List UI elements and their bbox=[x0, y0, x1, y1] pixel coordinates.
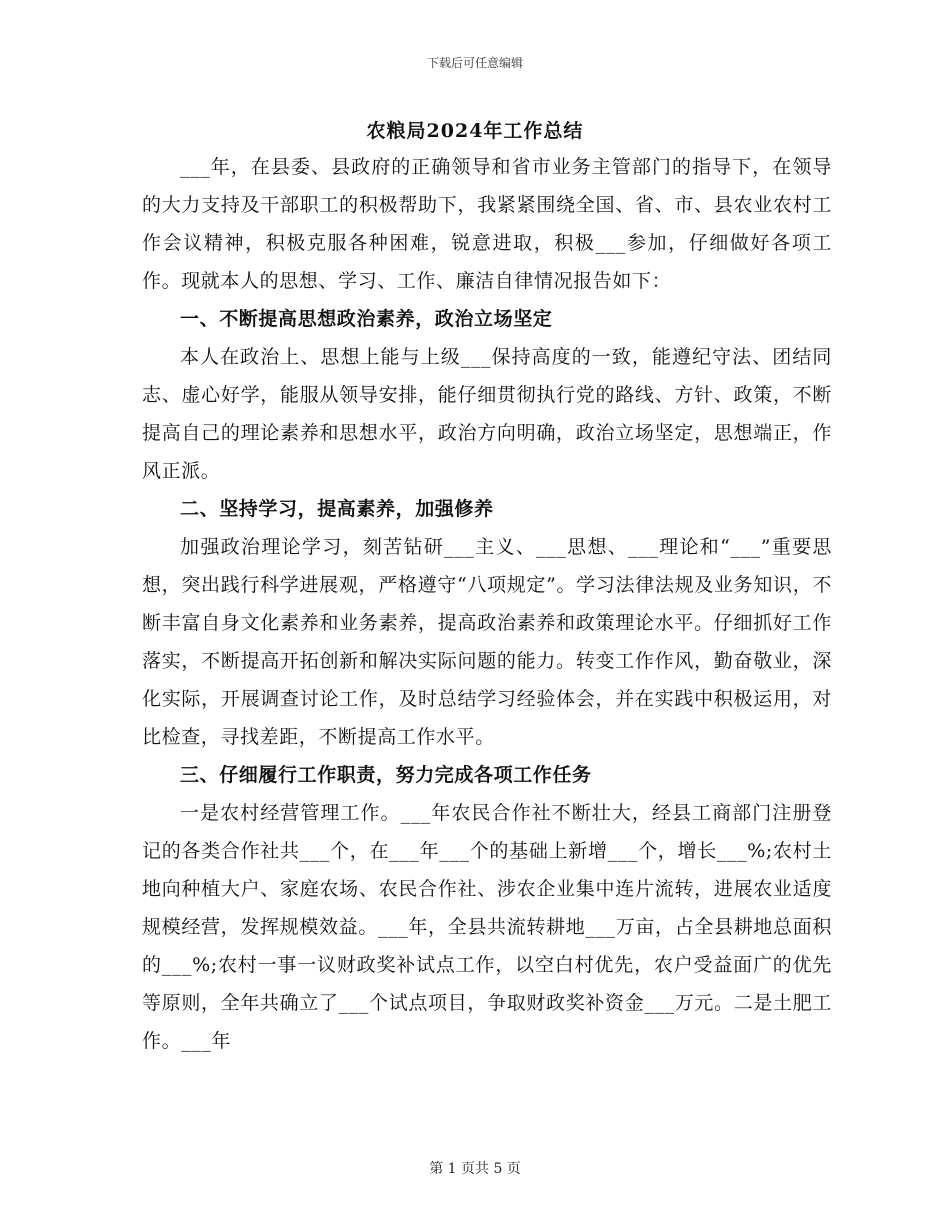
section-2-paragraph: 加强政治理论学习，刻苦钻研___主义、___思想、___理论和“___”重要思想，突出践行科学进展观，严格遵守“八项规定”。学习法律法规及业务知识，不断丰富自身文化素养和业务素养，提高政治素养和政策理论水平。仔细抓好工作落实，不断提高开拓创新和解决实际问题的能力。转变工作作风，勤奋敬业，深化实际，开展调查讨论工作，及时总结学习经验体会，并在实践中积极运用，对比检查，寻找差距，不断提高工作水平。 bbox=[142, 536, 832, 748]
section-heading-3: 三、仔细履行工作职责，努力完成各项工作任务 bbox=[180, 764, 592, 786]
section-1-paragraph: 本人在政治上、思想上能与上级___保持高度的一致，能遵纪守法、团结同志、虚心好学，能服从领导安排，能仔细贯彻执行党的路线、方针、政策，不断提高自己的理论素养和思想水平，政治方向明确，政治立场坚定，思想端正，作风正派。 bbox=[142, 346, 832, 482]
document-title: 农粮局2024年工作总结 bbox=[366, 120, 584, 142]
intro-paragraph: ___年，在县委、县政府的正确领导和省市业务主管部门的指导下，在领导的大力支持及干部职工的积极帮助下，我紧紧围绕全国、省、市、县农业农村工作会议精神，积极克服各种困难，锐意进取，积极___参加，仔细做好各项工作。现就本人的思想、学习、工作、廉洁自律情况报告如下： bbox=[142, 156, 832, 292]
document-body bbox=[142, 148, 832, 1060]
header-note: 下载后可任意编辑 bbox=[426, 56, 523, 70]
page-footer: 第 1 页共 5 页 bbox=[429, 1161, 521, 1177]
section-3-paragraph: 一是农村经营管理工作。___年农民合作社不断壮大，经县工商部门注册登记的各类合作社共___个，在___年___个的基础上新增___个，增长___%;农村土地向种植大户、家庭农场、农民合作社、涉农企业集中连片流转，进展农业适度规模经营，发挥规模效益。___年，全县共流转耕地___万亩，占全县耕地总面积的___%;农村一事一议财政奖补试点工作，以空白村优先，农户受益面广的优先等原则，全年共确立了___个试点项目，争取财政奖补资金___万元。二是土肥工作。___年 bbox=[142, 802, 832, 1052]
section-heading-2: 二、坚持学习，提高素养，加强修养 bbox=[180, 498, 494, 520]
section-heading-1: 一、不断提高思想政治素养，政治立场坚定 bbox=[180, 308, 553, 330]
